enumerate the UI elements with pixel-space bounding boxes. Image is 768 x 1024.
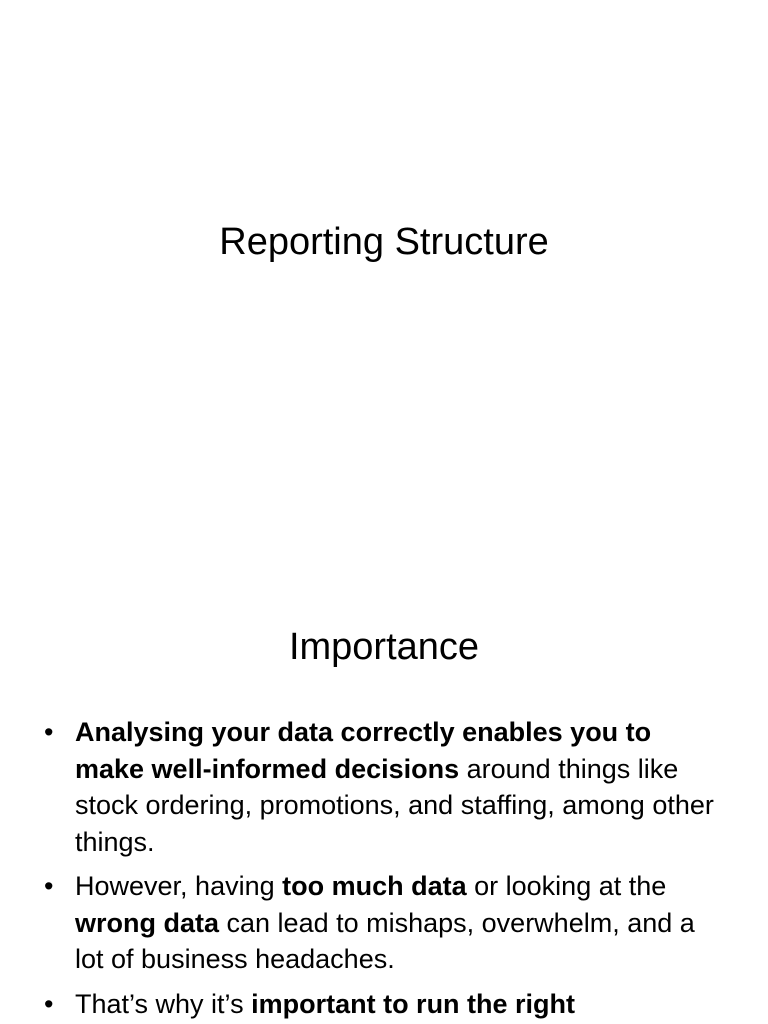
bullet-plain-text: However, having [75,871,283,901]
bullet-list [44,714,724,1024]
bullet-item [44,986,724,1023]
bullet-text [75,871,695,974]
bullet-point-icon: • [44,871,54,901]
bullet-plain-text: That’s why it’s [75,988,252,1019]
bullet-plain-text: around things like stock ordering, promotions, and staffing, among other things. [75,753,714,857]
bullet-bold-text: too much data [282,871,467,901]
bullet-plain-text: can lead to mishaps, overwhelm, and a lot of business headaches. [75,907,695,974]
slide-title: Importance [288,626,480,668]
bullet-item [44,714,724,860]
bullet-item [44,868,724,978]
slide-title: Reporting Structure [219,221,549,263]
slide-importance [0,576,768,1024]
bullet-bold-text: Analysing your data correctly enables you to make well-informed decisions [75,717,652,784]
bullet-text [75,989,575,1019]
bullet-point-icon: • [44,988,54,1019]
bullet-point-icon: • [44,717,54,747]
bullet-bold-text: important to run the right [251,988,576,1019]
bullet-plain-text: or looking at the [466,871,667,901]
bullet-bold-text: wrong data [75,907,220,938]
bullet-text [75,717,714,857]
